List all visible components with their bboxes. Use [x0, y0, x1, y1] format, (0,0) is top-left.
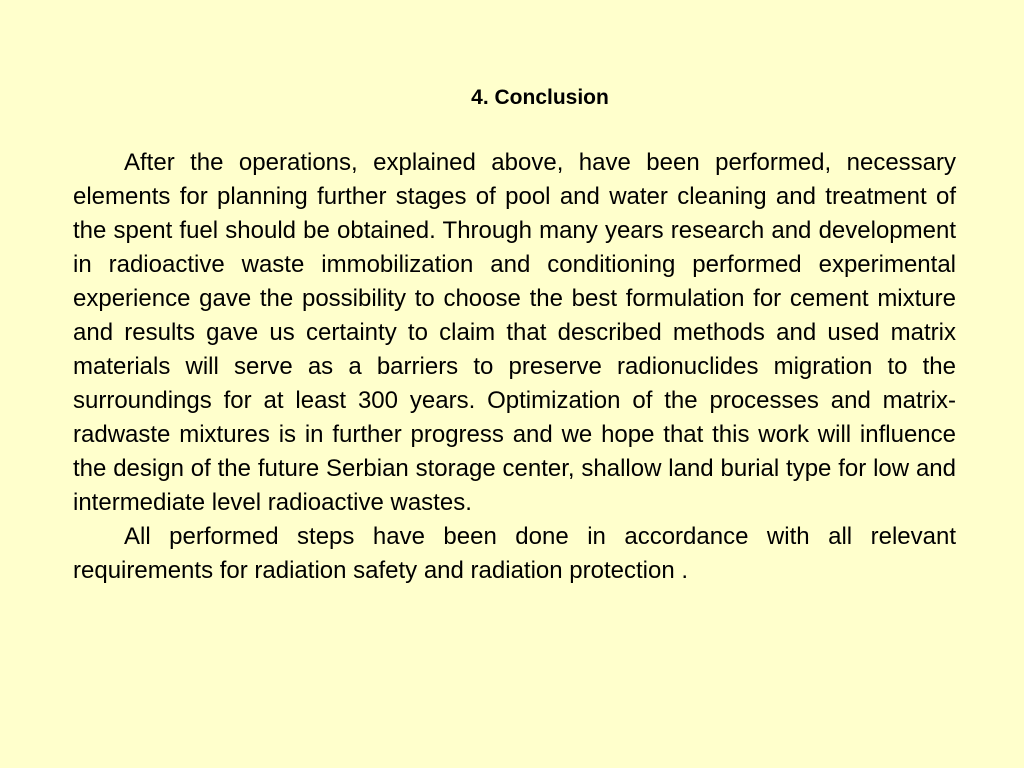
compliance-paragraph: All performed steps have been done in accordance with all relevant requirements for radiation safety and radiation protection .: [73, 523, 956, 584]
slide-title: 4. Conclusion: [471, 86, 609, 109]
conclusion-paragraph: After the operations, explained above, have been performed, necessary elements for planning further stages of pool and water cleaning and treatment of the spent fuel should be obtained. Through many years research and development in radioactive waste immobilization and conditioning performed experimental experience gave the possibility to choose the best formulation for cement mixture and results gave us certainty to claim that described methods and used matrix materials will serve as a barriers to preserve radionuclides migration to the surroundings for at least 300 years. Optimization of the processes and matrix-radwaste mixtures is in further progress and we hope that this work will influence the design of the future Serbian storage center, shallow land burial type for low and intermediate level radioactive wastes.: [73, 149, 956, 516]
slide-body: [73, 146, 956, 588]
